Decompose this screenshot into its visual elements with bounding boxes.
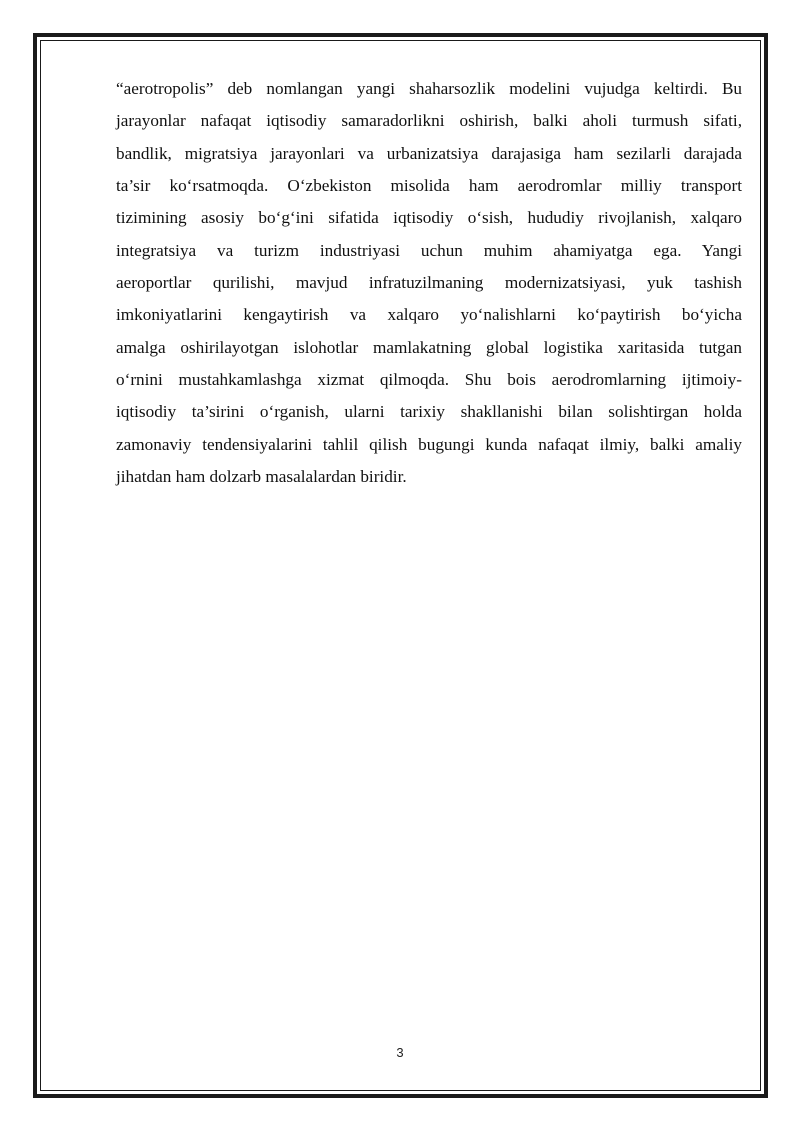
text-line: zamonaviy tendensiyalarini tahlil qilish bugungi kunda nafaqat ilmiy, balki amaliy <box>116 434 742 454</box>
page-number: 3 <box>396 1045 404 1060</box>
text-line: amalga oshirilayotgan islohotlar mamlakatning global logistika xaritasida tutgan <box>116 337 742 357</box>
text-line: jihatdan ham dolzarb masalalardan biridir. <box>116 467 407 487</box>
text-line: integratsiya va turizm industriyasi uchun muhim ahamiyatga ega. Yangi <box>116 240 742 260</box>
text-line: bandlik, migratsiya jarayonlari va urbanizatsiya darajasiga ham sezilarli darajada <box>116 143 742 163</box>
text-line: o‘rnini mustahkamlashga xizmat qilmoqda. Shu bois aerodromlarning ijtimoiy- <box>116 370 742 390</box>
body-paragraph <box>116 73 742 493</box>
text-line: ta’sir ko‘rsatmoqda. O‘zbekiston misolida ham aerodromlar milliy transport <box>116 176 742 196</box>
text-line: tizimining asosiy bo‘g‘ini sifatida iqtisodiy o‘sish, hududiy rivojlanish, xalqaro <box>116 208 742 228</box>
text-line: jarayonlar nafaqat iqtisodiy samaradorlikni oshirish, balki aholi turmush sifati, <box>116 111 742 131</box>
text-line: imkoniyatlarini kengaytirish va xalqaro yo‘nalishlarni ko‘paytirish bo‘yicha <box>116 305 742 325</box>
text-line: iqtisodiy ta’sirini o‘rganish, ularni tarixiy shakllanishi bilan solishtirgan holda <box>116 402 742 422</box>
text-line: “aerotropolis” deb nomlangan yangi shaharsozlik modelini vujudga keltirdi. Bu <box>116 79 742 98</box>
text-line: aeroportlar qurilishi, mavjud infratuzilmaning modernizatsiyasi, yuk tashish <box>116 273 742 293</box>
